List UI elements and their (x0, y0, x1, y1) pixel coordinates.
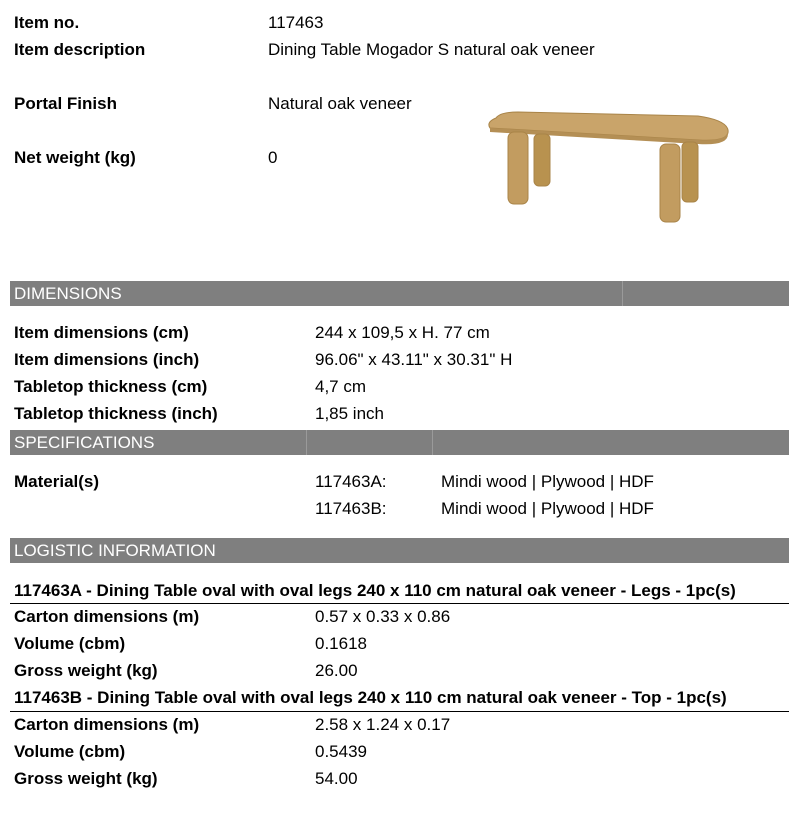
material-code: 117463B: (315, 499, 387, 518)
specifications-title: SPECIFICATIONS (14, 433, 155, 452)
net-weight-value: 0 (268, 148, 278, 167)
item-no-label: Item no. (14, 13, 80, 32)
header-divider (306, 430, 307, 455)
group-divider (10, 711, 789, 712)
portal-finish-label: Portal Finish (14, 94, 117, 113)
material-value: Mindi wood | Plywood | HDF (441, 499, 654, 518)
logistic-group-heading: 117463A - Dining Table oval with oval legs 240 x 110 cm natural oak veneer - Legs - 1pc(s) (14, 581, 736, 600)
table-leg (682, 142, 698, 202)
dimension-label: Item dimensions (inch) (14, 350, 200, 369)
portal-finish-value: Natural oak veneer (268, 94, 412, 113)
product-image (478, 100, 738, 230)
net-weight-label: Net weight (kg) (14, 148, 136, 167)
dimension-label: Tabletop thickness (inch) (14, 404, 218, 423)
group-divider (10, 603, 789, 604)
item-description-label: Item description (14, 40, 146, 59)
dimension-value: 244 x 109,5 x H. 77 cm (315, 323, 490, 342)
dimension-value: 4,7 cm (315, 377, 367, 396)
logistic-value: 2.58 x 1.24 x 0.17 (315, 715, 451, 734)
dimension-value: 1,85 inch (315, 404, 384, 423)
logistic-value: 26.00 (315, 661, 358, 680)
dimensions-title: DIMENSIONS (14, 284, 122, 303)
material-code: 117463A: (315, 472, 387, 491)
table-leg (660, 144, 680, 222)
logistic-label: Gross weight (kg) (14, 769, 158, 788)
item-no-value: 117463 (268, 13, 324, 32)
logistic-label: Carton dimensions (m) (14, 607, 200, 626)
logistic-label: Carton dimensions (m) (14, 715, 200, 734)
logistic-value: 0.1618 (315, 634, 367, 653)
dimension-value: 96.06" x 43.11" x 30.31" H (315, 350, 513, 369)
logistic-label: Gross weight (kg) (14, 661, 158, 680)
logistic-value: 54.00 (315, 769, 358, 788)
logistic-group-heading: 117463B - Dining Table oval with oval legs 240 x 110 cm natural oak veneer - Top - 1pc(s) (14, 688, 727, 707)
table-leg (508, 132, 528, 204)
logistic-label: Volume (cbm) (14, 634, 126, 653)
specifications-header (10, 430, 789, 455)
header-divider (432, 430, 433, 455)
dimension-label: Item dimensions (cm) (14, 323, 189, 342)
header-divider (622, 281, 623, 306)
logistics-title: LOGISTIC INFORMATION (14, 541, 216, 560)
item-description-value: Dining Table Mogador S natural oak veneer (268, 40, 595, 59)
materials-label: Material(s) (14, 472, 100, 491)
logistic-label: Volume (cbm) (14, 742, 126, 761)
table-leg (534, 134, 550, 186)
dimension-label: Tabletop thickness (cm) (14, 377, 208, 396)
logistic-value: 0.5439 (315, 742, 367, 761)
dimensions-header (10, 281, 789, 306)
logistic-value: 0.57 x 0.33 x 0.86 (315, 607, 451, 626)
material-value: Mindi wood | Plywood | HDF (441, 472, 654, 491)
logistics-header (10, 538, 789, 563)
